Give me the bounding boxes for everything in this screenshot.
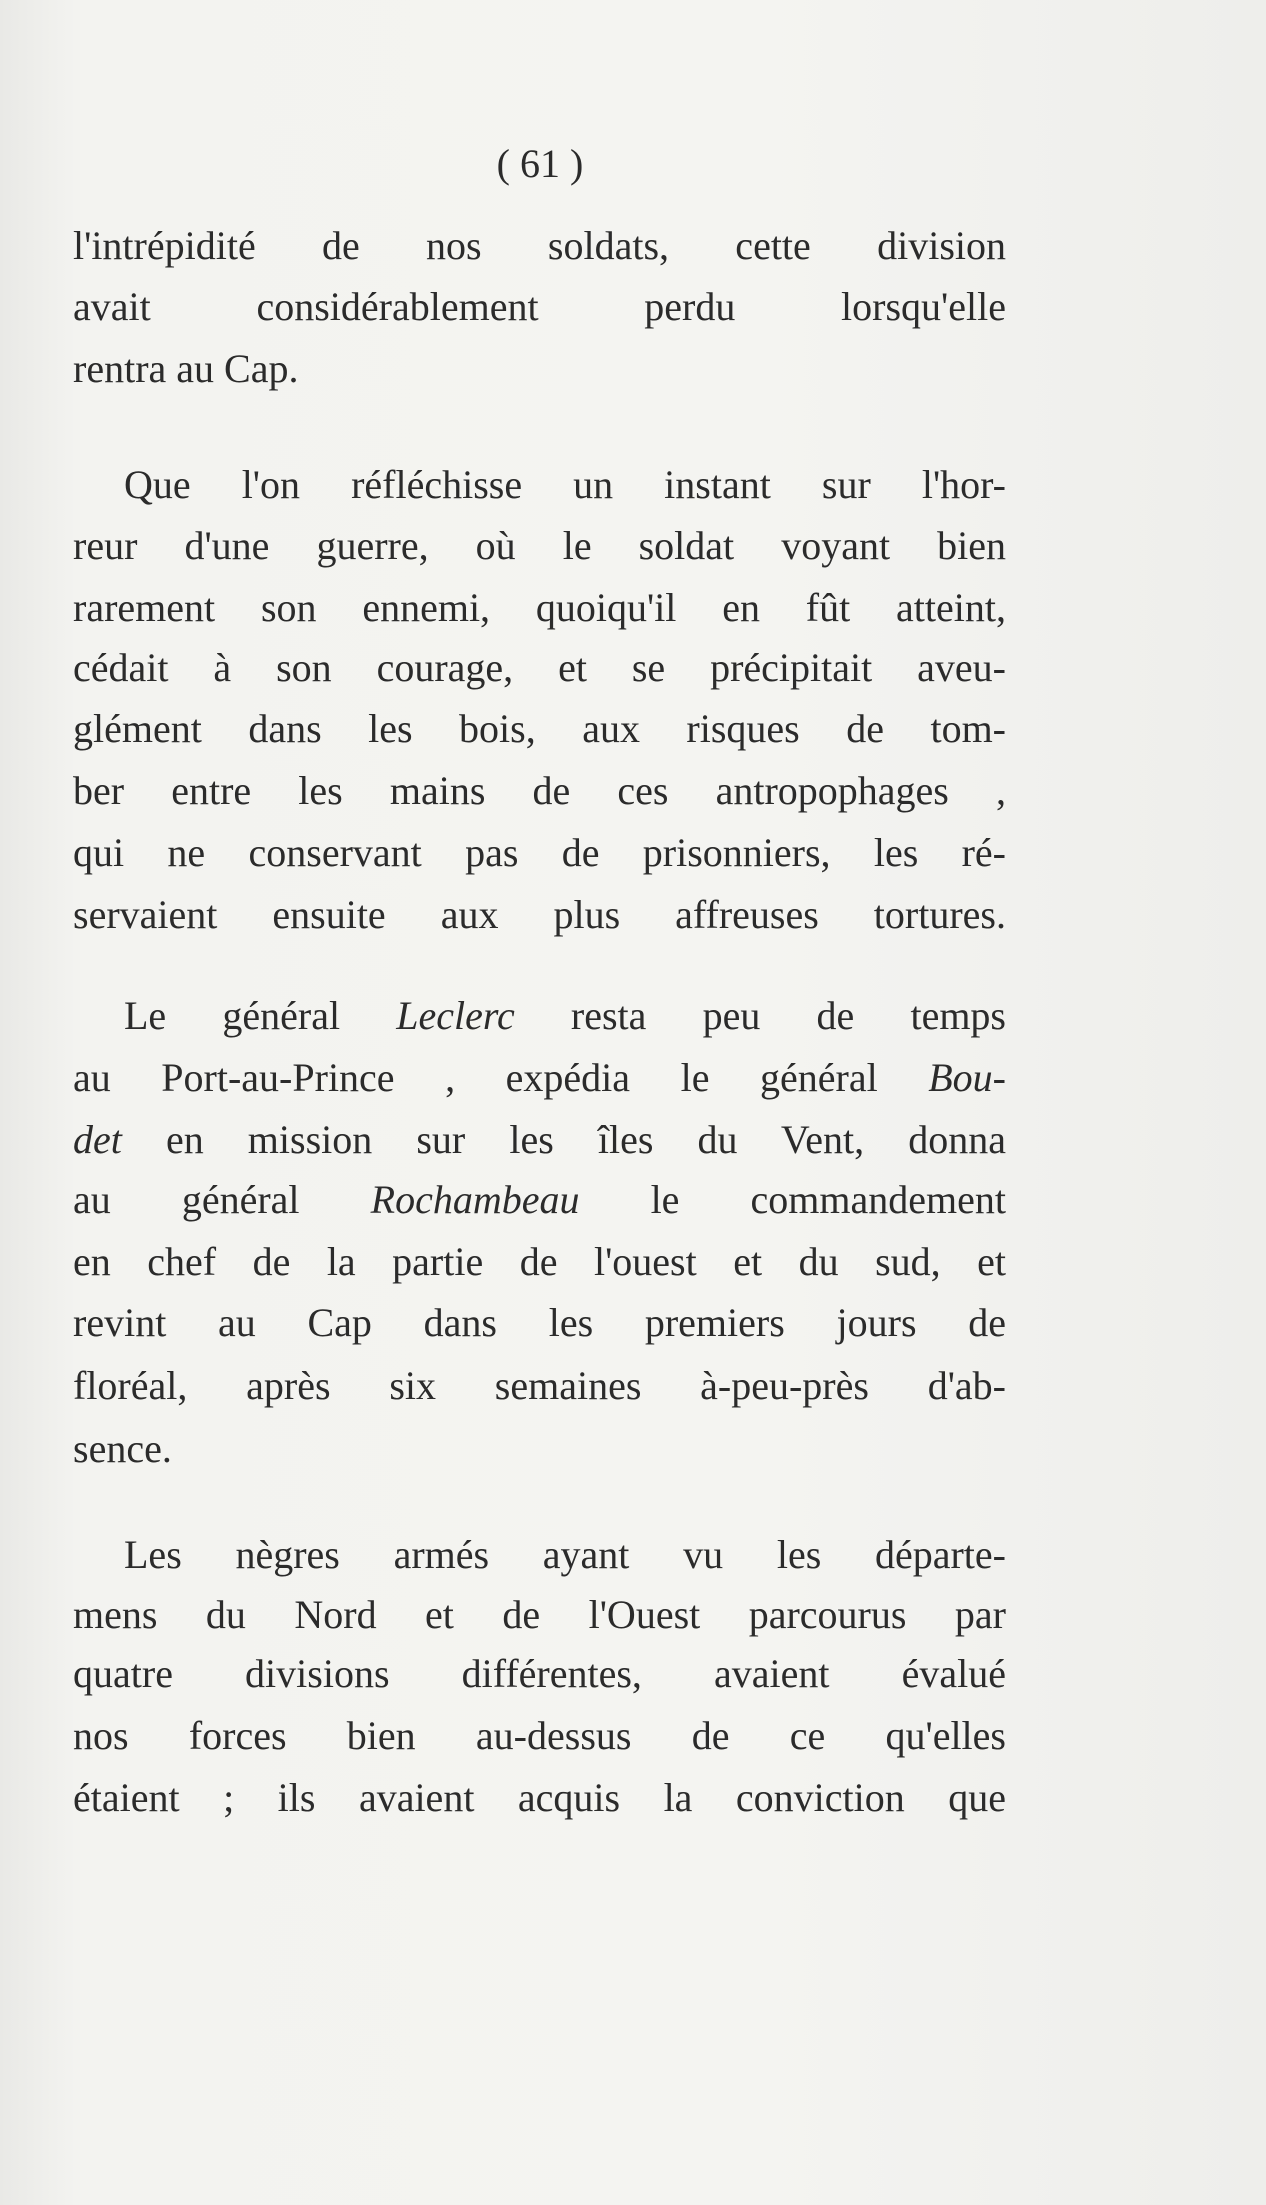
text-line: nos forces bien au-dessus de ce qu'elles <box>73 1713 1006 1758</box>
text-line: floréal, après six semaines à-peu-près d'ab- <box>73 1363 1006 1408</box>
italic-name: Leclerc <box>396 993 515 1038</box>
text-line: servaient ensuite aux plus affreuses tortures. <box>73 892 1006 937</box>
text-line: cédait à son courage, et se précipitait aveu- <box>73 645 1006 690</box>
text-line: qui ne conservant pas de prisonniers, les ré- <box>73 830 1006 875</box>
text-line: Le général Leclerc resta peu de temps <box>124 993 1006 1038</box>
text-line: det en mission sur les îles du Vent, donna <box>73 1117 1006 1162</box>
italic-name: Bou- <box>928 1055 1006 1100</box>
text-line: glément dans les bois, aux risques de tom- <box>73 706 1006 751</box>
italic-name: Rochambeau <box>370 1177 580 1222</box>
text-line: Les nègres armés ayant vu les départe- <box>124 1532 1006 1577</box>
text-line: revint au Cap dans les premiers jours de <box>73 1300 1006 1345</box>
text-line: avait considérablement perdu lorsqu'elle <box>73 284 1006 329</box>
text-line: mens du Nord et de l'Ouest parcourus par <box>73 1592 1006 1637</box>
text-line: rentra au Cap. <box>73 346 299 391</box>
italic-name: det <box>73 1117 122 1162</box>
text-line: étaient ; ils avaient acquis la conviction que <box>73 1775 1006 1820</box>
page-number: ( 61 ) <box>496 141 584 186</box>
text-line: au Port-au-Prince , expédia le général Bou- <box>73 1055 1006 1100</box>
text-line: ber entre les mains de ces antropophages , <box>73 768 1006 813</box>
text-line: Que l'on réfléchisse un instant sur l'hor- <box>124 462 1006 507</box>
text-line: reur d'une guerre, où le soldat voyant bien <box>73 523 1006 568</box>
text-line: au général Rochambeau le commandement <box>73 1177 1006 1222</box>
text-line: sence. <box>73 1426 172 1471</box>
text-line: en chef de la partie de l'ouest et du sud, et <box>73 1239 1006 1284</box>
text-line: l'intrépidité de nos soldats, cette division <box>73 223 1006 268</box>
text-line: rarement son ennemi, quoiqu'il en fût atteint, <box>73 585 1006 630</box>
text-line: quatre divisions différentes, avaient évalué <box>73 1651 1006 1696</box>
